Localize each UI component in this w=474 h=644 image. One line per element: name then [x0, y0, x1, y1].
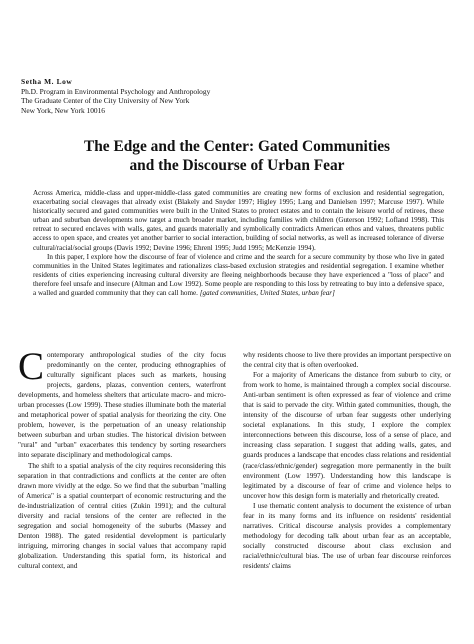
body-paragraph-3: why residents choose to live there provides an important perspective on the central city that is often overlooked. [243, 351, 451, 370]
abstract [33, 189, 444, 298]
author-affiliation-institution: The Graduate Center of the City University of New York [21, 96, 190, 106]
author-location: New York, New York 10016 [21, 105, 105, 115]
author-block [21, 77, 210, 115]
body-paragraph-5: I use thematic content analysis to document the existence of urban fear in its many forms and its influence on residents' residential narratives. Critical discourse analysis provides a complementary methodology for decoding talk about urban fear as an acceptable, socially constructed discourse about class exclusion and racial/ethnic/cultural bias. The use of urban fear discourse reinforces residents' claims [243, 501, 451, 570]
article-title [0, 137, 474, 175]
body-paragraph-4: For a majority of Americans the distance from suburb to city, or from work to home, is maintained through a complex social discourse. Anti-urban sentiment is often expressed as fear of violence and crime that is said to pervade the city. Within gated communities, though, the intensity of the discourse of urban fear suggests other underlying societal explanations. In this study, I explore the complex interconnections between this discourse, loss of a sense of place, and increasing class separation. I suggest that adding walls, gates, and guards produces a landscape that encodes class relations and residential (race/class/ethnic/gender) segregation more permanently in the built environment (Low 1997). Understanding how this landscape is legitimated by a discourse of fear of crime and violence helps to uncover how this design form is materially and rhetorically created. [243, 371, 451, 500]
article-title-line-1: The Edge and the Center: Gated Communities [83, 138, 391, 155]
body-paragraph-1-text: ontemporary anthropological studies of the city focus predominantly on the center, producing ethnographies of culturally significant places such as markets, housing projects, gardens, plazas, convention centers, waterfront developments, and homeless shelters that articulate macro- and micro- urban processes (Low 1999). These studies illuminate both the material and metaphorical power of spatial analysis for theorizing the city. One problem, however, is the perpetuation of an uneasy relationship between suburban and urban studies. The historical division between "rural" and "urban" exacerbates this tendency by sorting researchers into separate disciplinary and methodological camps. [18, 351, 226, 460]
drop-cap: C [18, 350, 45, 388]
abstract-paragraph-2 [33, 253, 444, 298]
abstract-paragraph-1: Across America, middle-class and upper-middle-class gated communities are creating new forms of exclusion and residential segregation, exacerbating social cleavages that already exist (Blakely and Snyder 1997; Higley 1995; Lang and Danielsen 1997; Marcuse 1997). While historically secured and gated communities were built in the United States to protect estates and to contain the leisure world of retirees, these urban and suburban developments now target a much broader market, including families with children (Guterson 1992; Lofland 1998). This retreat to secured enclaves with walls, gates, and guards materially and symbolically contradicts American ethos and values, threatens public access to open space, and creates yet another barrier to social interaction, building of social networks, as well as increased tolerance of diverse cultural/racial/social groups (Davis 1992; Devine 1996; Ehrenl 1995; Judd 1995; McKenzie 1994). [33, 189, 444, 252]
abstract-paragraph-2-text: In this paper, I explore how the discourse of fear of violence and crime and the search for a secure community by those who live in gated communities in the United States legitimates and rationalizes class-based exclusion strategies and residential segregation. I examine whether residents of cities experiencing increasing cultural diversity are fleeing neighborhoods because they have experienced a "loss of place" and therefore feel unsafe and insecure (Altman and Low 1992). Some people are responding to this loss by retreating to buy into a defensive space, a walled and guarded community that they can call home. [33, 252, 444, 298]
body-column-right [243, 350, 451, 640]
body-column-left [18, 350, 226, 640]
author-name: Setha M. Low [21, 77, 73, 86]
author-affiliation-program: Ph.D. Program in Environmental Psychology and Anthropology [21, 86, 211, 96]
keywords: [gated communities, United States, urban fear] [199, 289, 335, 298]
body-paragraph-1 [18, 350, 226, 461]
article-title-line-2: and the Discourse of Urban Fear [129, 157, 345, 174]
body-paragraph-2: The shift to a spatial analysis of the city requires reconsidering this separation in that contradictions and conflicts at the center are often drawn more vividly at the edge. So we find that the suburban "malling of America" is a spatial counterpart of economic restructuring and the de-industrialization of central cities (Zukin 1991); and the cultural diversity and racial tensions of the center are reflected in the segregation and social homogeneity of the suburbs (Massey and Denton 1988). The gated residential development is particularly intriguing, mirroring changes in social values that accompany rapid globalization. Understanding this spatial form, its historical and cultural context, and [18, 461, 226, 570]
